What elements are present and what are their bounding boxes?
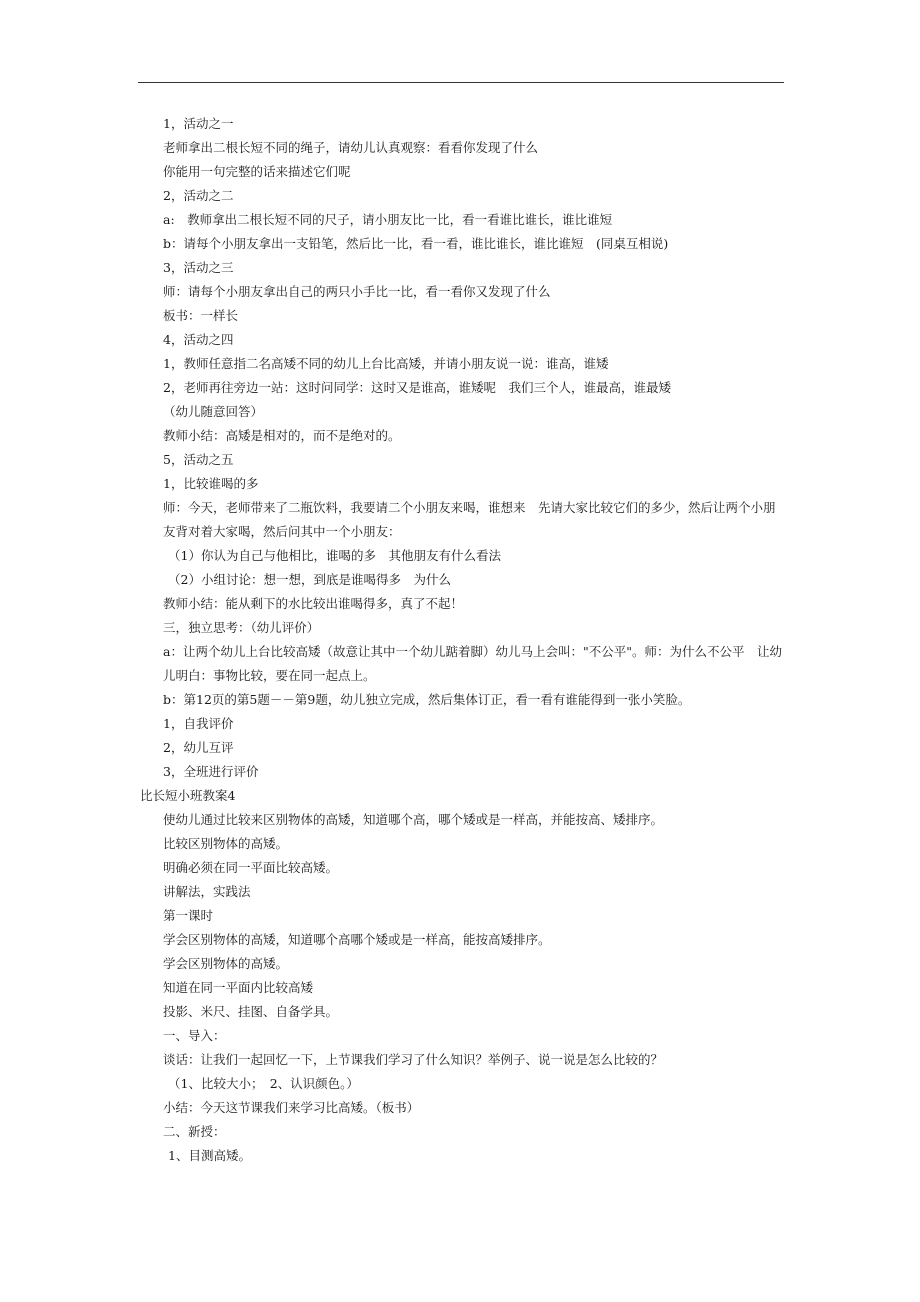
paragraph: 2，老师再往旁边一站：这时问同学：这时又是谁高，谁矮呢 我们三个人，谁最高，谁最矮 — [163, 380, 671, 395]
header-rule — [138, 82, 784, 83]
paragraph: （幼儿随意回答） — [163, 404, 264, 419]
section-title: 比长短小班教案4 — [140, 788, 236, 803]
paragraph: b：请每个小朋友拿出一支铅笔，然后比一比，看一看，谁比谁长，谁比谁短 (同桌互相说) — [163, 236, 669, 251]
paragraph: （1）你认为自己与他相比，谁喝的多 其他朋友有什么看法 — [168, 548, 501, 563]
paragraph: 谈话：让我们一起回忆一下，上节课我们学习了什么知识？举例子、说一说是怎么比较的？ — [163, 1052, 664, 1067]
paragraph: 学会区别物体的高矮。 — [163, 956, 289, 971]
paragraph: 第一课时 — [163, 908, 214, 923]
paragraph: a: 教师拿出二根长短不同的尺子，请小朋友比一比，看一看谁比谁长，谁比谁短 — [163, 212, 613, 227]
paragraph: 比较区别物体的高矮。 — [163, 836, 289, 851]
paragraph: 知道在同一平面内比较高矮 — [163, 980, 314, 995]
paragraph: b：第12页的第5题－－第9题，幼儿独立完成，然后集体订正，看一看有谁能得到一张小笑脸。 — [163, 692, 691, 707]
paragraph: 小结：今天这节课我们来学习比高矮。（板书） — [163, 1100, 420, 1115]
heading-activity-2: 2，活动之二 — [163, 188, 234, 203]
heading-new-lesson: 二、新授： — [163, 1124, 226, 1139]
paragraph-wrapped: a：让两个幼儿上台比较高矮（故意让其中一个幼儿踮着脚）幼儿马上会叫："不公平"。师：为什么不公平 让幼儿明白：事物比较，要在同一起点上。 — [163, 644, 782, 683]
heading-activity-5: 5，活动之五 — [163, 452, 234, 467]
heading-activity-3: 3，活动之三 — [163, 260, 234, 275]
heading-section-3: 三，独立思考：（幼儿评价） — [163, 620, 320, 635]
paragraph: 1，教师任意指二名高矮不同的幼儿上台比高矮，并请小朋友说一说：谁高，谁矮 — [163, 356, 609, 371]
paragraph: 讲解法，实践法 — [163, 884, 251, 899]
paragraph: 板书：一样长 — [163, 308, 239, 323]
paragraph: 投影、米尺、挂图、自备学具。 — [163, 1004, 339, 1019]
paragraph: 你能用一句完整的话来描述它们呢 — [163, 164, 351, 179]
paragraph: 3，全班进行评价 — [163, 764, 259, 779]
paragraph: 老师拿出二根长短不同的绳子，请幼儿认真观察：看看你发现了什么 — [163, 140, 539, 155]
paragraph-wrapped: 师：今天，老师带来了二瓶饮料，我要请二个小朋友来喝，谁想来 先请大家比较它们的多少，然后让两个小朋友背对着大家喝，然后问其中一个小朋友： — [163, 500, 776, 539]
paragraph: （1、比较大小； 2、认识颜色。） — [168, 1076, 359, 1091]
paragraph: 教师小结：能从剩下的水比较出谁喝得多，真了不起！ — [163, 596, 464, 611]
heading-intro: 一、导入： — [163, 1028, 226, 1043]
heading-activity-4: 4，活动之四 — [163, 332, 234, 347]
paragraph: 教师小结：高矮是相对的，而不是绝对的。 — [163, 428, 401, 443]
paragraph: 1，自我评价 — [163, 716, 234, 731]
paragraph: 1，比较谁喝的多 — [163, 476, 259, 491]
paragraph: 明确必须在同一平面比较高矮。 — [163, 860, 339, 875]
paragraph: 1、目测高矮。 — [168, 1148, 251, 1163]
heading-activity-1: 1，活动之一 — [163, 116, 234, 131]
paragraph: 学会区别物体的高矮，知道哪个高哪个矮或是一样高，能按高矮排序。 — [163, 932, 551, 947]
paragraph: （2）小组讨论：想一想，到底是谁喝得多 为什么 — [168, 572, 451, 587]
paragraph: 师：请每个小朋友拿出自己的两只小手比一比，看一看你又发现了什么 — [163, 284, 551, 299]
paragraph: 使幼儿通过比较来区别物体的高矮，知道哪个高，哪个矮或是一样高，并能按高、矮排序。 — [163, 812, 664, 827]
paragraph: 2，幼儿互评 — [163, 740, 234, 755]
